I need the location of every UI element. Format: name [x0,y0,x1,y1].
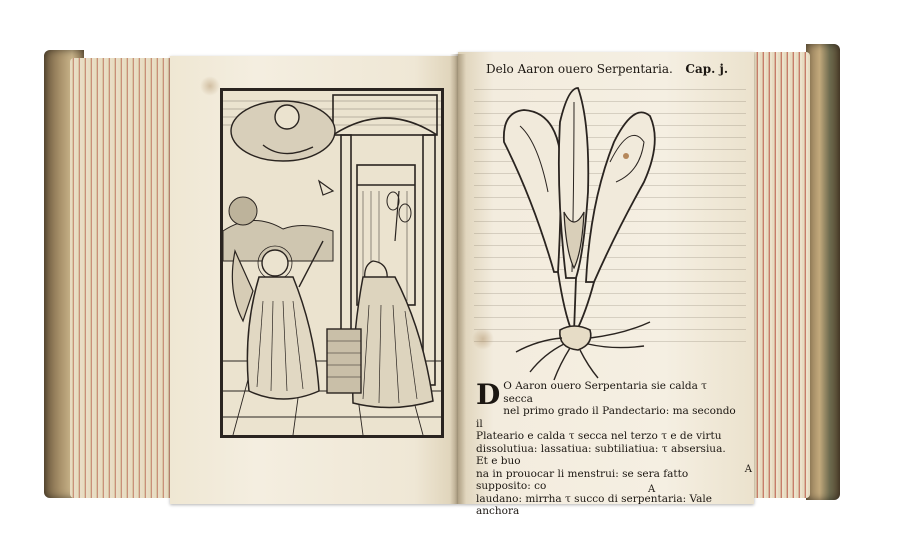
text-line: Plateario e calda τ secca nel terzo τ e de virtu [476,430,722,442]
open-book [44,44,840,517]
signature-mark: A [648,484,656,495]
chapter-number: Cap. j. [685,62,728,76]
running-head-title: Delo Aaron ouero Serpentaria. [486,62,673,76]
running-head [476,62,748,82]
drop-cap: D [476,378,501,411]
body-text [476,380,736,518]
text-line: O Aaron ouero Serpentaria sie calda τ secca [503,380,707,405]
text-line: dissolutiua: lassatiua: subtiliatiua: τ absersiua. Et e buo [476,442,726,467]
text-line: na in prouocar li menstrui: se sera fatto supposito: co [476,467,689,492]
paper-stain [472,328,494,350]
margin-letter: A [744,464,752,475]
right-cover [806,44,840,500]
woodcut-illustration [223,91,441,435]
serpentaria-plant-woodcut [494,82,664,382]
book-gutter [450,54,466,504]
left-page [170,56,458,504]
text-line: laudano: mirrha τ succo di serpentaria: Vale anchora [476,492,712,517]
right-page [458,52,754,517]
text-line: nel primo grado il Pandectario: ma secondo il [476,405,736,430]
paper-stain [200,76,220,96]
annunciation-woodcut [220,88,444,438]
